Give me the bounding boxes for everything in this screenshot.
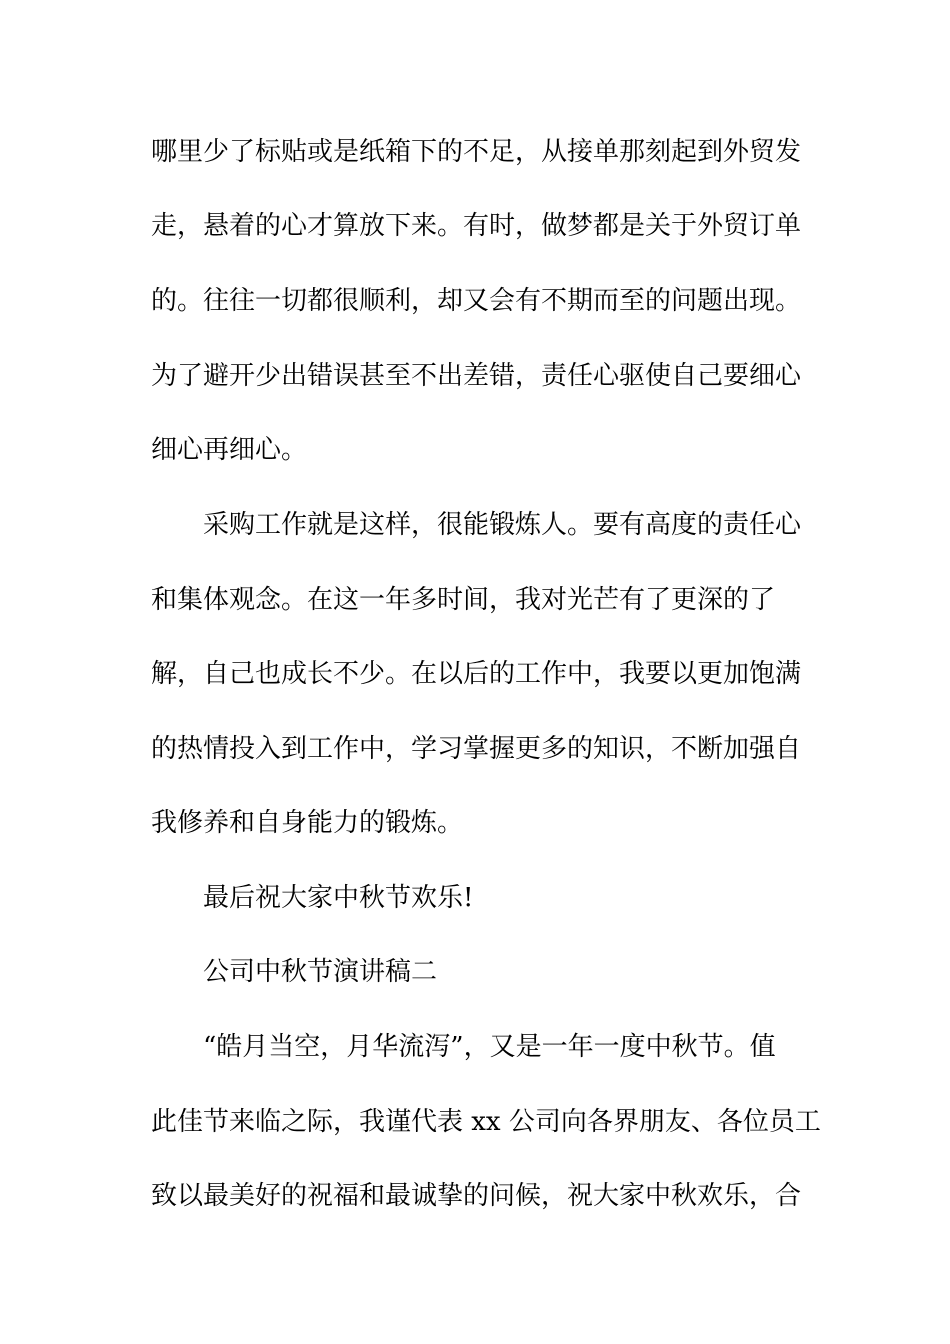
text-line: 我修养和自身能力的锻炼。 xyxy=(151,808,464,838)
section-heading: 公司中秋节演讲稿二 xyxy=(203,957,438,987)
text-line: 的。往往一切都很顺利，却又会有不期而至的问题出现。 xyxy=(151,286,802,316)
text-line: 的热情投入到工作中，学习掌握更多的知识，不断加强自 xyxy=(151,734,802,764)
paragraph-start-line: 采购工作就是这样，很能锻炼人。要有高度的责任心 xyxy=(203,510,802,540)
text-line: 为了避开少出错误甚至不出差错，责任心驱使自己要细心 xyxy=(151,361,802,391)
text-line: 走，悬着的心才算放下来。有时，做梦都是关于外贸订单 xyxy=(151,211,802,241)
text-line: 解，自己也成长不少。在以后的工作中，我要以更加饱满 xyxy=(151,659,802,689)
text-line: 和集体观念。在这一年多时间，我对光芒有了更深的了 xyxy=(151,585,776,615)
text-line: 细心再细心。 xyxy=(151,435,308,465)
text-line: 哪里少了标贴或是纸箱下的不足，从接单那刻起到外贸发 xyxy=(151,137,802,167)
text-line: 致以最美好的祝福和最诚挚的问候，祝大家中秋欢乐，合 xyxy=(151,1181,802,1211)
paragraph-start-line: “皓月当空，月华流泻”，又是一年一度中秋节。值 xyxy=(203,1032,776,1062)
text-line: 此佳节来临之际，我谨代表 xx 公司向各界朋友、各位员工 xyxy=(151,1107,821,1137)
closing-greeting: 最后祝大家中秋节欢乐! xyxy=(203,883,474,913)
